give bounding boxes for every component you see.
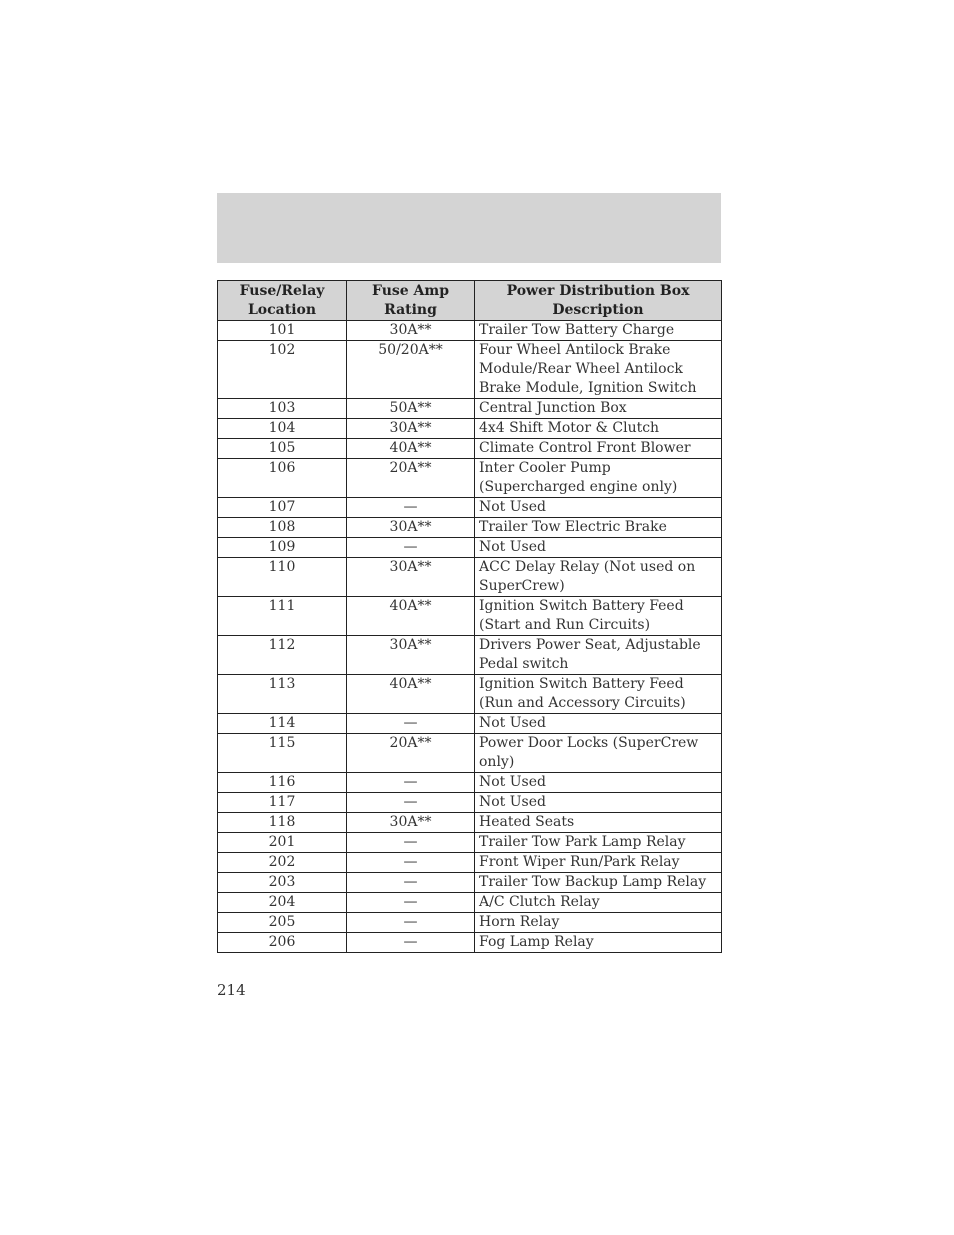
cell-location: 103 bbox=[218, 399, 347, 419]
cell-amp-rating: — bbox=[347, 714, 475, 734]
cell-amp-rating: — bbox=[347, 773, 475, 793]
cell-amp-rating: 50/20A** bbox=[347, 341, 475, 399]
cell-amp-rating: 30A** bbox=[347, 813, 475, 833]
cell-location: 203 bbox=[218, 873, 347, 893]
cell-amp-rating: — bbox=[347, 873, 475, 893]
cell-description: Front Wiper Run/Park Relay bbox=[475, 853, 722, 873]
cell-amp-rating: — bbox=[347, 538, 475, 558]
cell-description: Four Wheel Antilock Brake Module/Rear Wheel Antilock Brake Module, Ignition Switch bbox=[475, 341, 722, 399]
cell-location: 113 bbox=[218, 675, 347, 714]
cell-location: 106 bbox=[218, 459, 347, 498]
cell-description: ACC Delay Relay (Not used on SuperCrew) bbox=[475, 558, 722, 597]
table-row bbox=[218, 734, 722, 773]
cell-location: 205 bbox=[218, 913, 347, 933]
cell-location: 107 bbox=[218, 498, 347, 518]
cell-description: 4x4 Shift Motor & Clutch bbox=[475, 419, 722, 439]
table-row bbox=[218, 399, 722, 419]
cell-location: 102 bbox=[218, 341, 347, 399]
cell-location: 118 bbox=[218, 813, 347, 833]
table-row bbox=[218, 813, 722, 833]
table-row bbox=[218, 714, 722, 734]
cell-description: Drivers Power Seat, Adjustable Pedal switch bbox=[475, 636, 722, 675]
fuse-relay-table bbox=[217, 280, 722, 953]
cell-description: Trailer Tow Backup Lamp Relay bbox=[475, 873, 722, 893]
cell-description: Power Door Locks (SuperCrew only) bbox=[475, 734, 722, 773]
cell-location: 105 bbox=[218, 439, 347, 459]
table-body bbox=[218, 321, 722, 953]
cell-description: Trailer Tow Battery Charge bbox=[475, 321, 722, 341]
table-row bbox=[218, 853, 722, 873]
table-row bbox=[218, 933, 722, 953]
cell-location: 116 bbox=[218, 773, 347, 793]
table-row bbox=[218, 538, 722, 558]
header-amp-rating: Fuse Amp Rating bbox=[347, 281, 475, 321]
header-description: Power Distribution Box Description bbox=[475, 281, 722, 321]
table-row bbox=[218, 833, 722, 853]
cell-amp-rating: 30A** bbox=[347, 518, 475, 538]
cell-amp-rating: 40A** bbox=[347, 597, 475, 636]
table-row bbox=[218, 675, 722, 714]
cell-amp-rating: — bbox=[347, 793, 475, 813]
table-row bbox=[218, 893, 722, 913]
cell-amp-rating: 40A** bbox=[347, 439, 475, 459]
table-row bbox=[218, 321, 722, 341]
cell-description: Trailer Tow Electric Brake bbox=[475, 518, 722, 538]
table-row bbox=[218, 459, 722, 498]
table-row bbox=[218, 913, 722, 933]
cell-description: Not Used bbox=[475, 793, 722, 813]
cell-description: Not Used bbox=[475, 773, 722, 793]
cell-description: Not Used bbox=[475, 538, 722, 558]
header-band bbox=[217, 193, 721, 263]
cell-amp-rating: 20A** bbox=[347, 459, 475, 498]
cell-amp-rating: — bbox=[347, 853, 475, 873]
cell-location: 201 bbox=[218, 833, 347, 853]
cell-location: 204 bbox=[218, 893, 347, 913]
cell-amp-rating: 30A** bbox=[347, 636, 475, 675]
cell-description: Ignition Switch Battery Feed (Run and Accessory Circuits) bbox=[475, 675, 722, 714]
cell-amp-rating: — bbox=[347, 833, 475, 853]
cell-amp-rating: 40A** bbox=[347, 675, 475, 714]
table-row bbox=[218, 793, 722, 813]
cell-location: 114 bbox=[218, 714, 347, 734]
cell-amp-rating: 30A** bbox=[347, 321, 475, 341]
cell-amp-rating: — bbox=[347, 913, 475, 933]
table-row bbox=[218, 597, 722, 636]
table-row bbox=[218, 636, 722, 675]
header-location: Fuse/Relay Location bbox=[218, 281, 347, 321]
cell-amp-rating: 30A** bbox=[347, 419, 475, 439]
cell-location: 206 bbox=[218, 933, 347, 953]
cell-location: 111 bbox=[218, 597, 347, 636]
cell-amp-rating: — bbox=[347, 933, 475, 953]
cell-description: Ignition Switch Battery Feed (Start and Run Circuits) bbox=[475, 597, 722, 636]
cell-amp-rating: — bbox=[347, 893, 475, 913]
cell-description: Central Junction Box bbox=[475, 399, 722, 419]
table-row bbox=[218, 518, 722, 538]
table-row bbox=[218, 439, 722, 459]
table-header-row bbox=[218, 281, 722, 321]
cell-location: 108 bbox=[218, 518, 347, 538]
cell-description: Climate Control Front Blower bbox=[475, 439, 722, 459]
cell-location: 104 bbox=[218, 419, 347, 439]
cell-description: A/C Clutch Relay bbox=[475, 893, 722, 913]
cell-location: 202 bbox=[218, 853, 347, 873]
table-row bbox=[218, 873, 722, 893]
table-row bbox=[218, 419, 722, 439]
cell-description: Heated Seats bbox=[475, 813, 722, 833]
cell-description: Not Used bbox=[475, 498, 722, 518]
cell-description: Trailer Tow Park Lamp Relay bbox=[475, 833, 722, 853]
cell-location: 109 bbox=[218, 538, 347, 558]
cell-location: 110 bbox=[218, 558, 347, 597]
cell-location: 115 bbox=[218, 734, 347, 773]
cell-location: 101 bbox=[218, 321, 347, 341]
table-row bbox=[218, 558, 722, 597]
page-number: 214 bbox=[217, 981, 246, 999]
cell-description: Inter Cooler Pump (Supercharged engine only) bbox=[475, 459, 722, 498]
cell-location: 117 bbox=[218, 793, 347, 813]
cell-amp-rating: 30A** bbox=[347, 558, 475, 597]
cell-amp-rating: 50A** bbox=[347, 399, 475, 419]
cell-description: Not Used bbox=[475, 714, 722, 734]
cell-amp-rating: — bbox=[347, 498, 475, 518]
table-row bbox=[218, 498, 722, 518]
cell-amp-rating: 20A** bbox=[347, 734, 475, 773]
cell-description: Horn Relay bbox=[475, 913, 722, 933]
table-row bbox=[218, 773, 722, 793]
cell-location: 112 bbox=[218, 636, 347, 675]
table-row bbox=[218, 341, 722, 399]
cell-description: Fog Lamp Relay bbox=[475, 933, 722, 953]
